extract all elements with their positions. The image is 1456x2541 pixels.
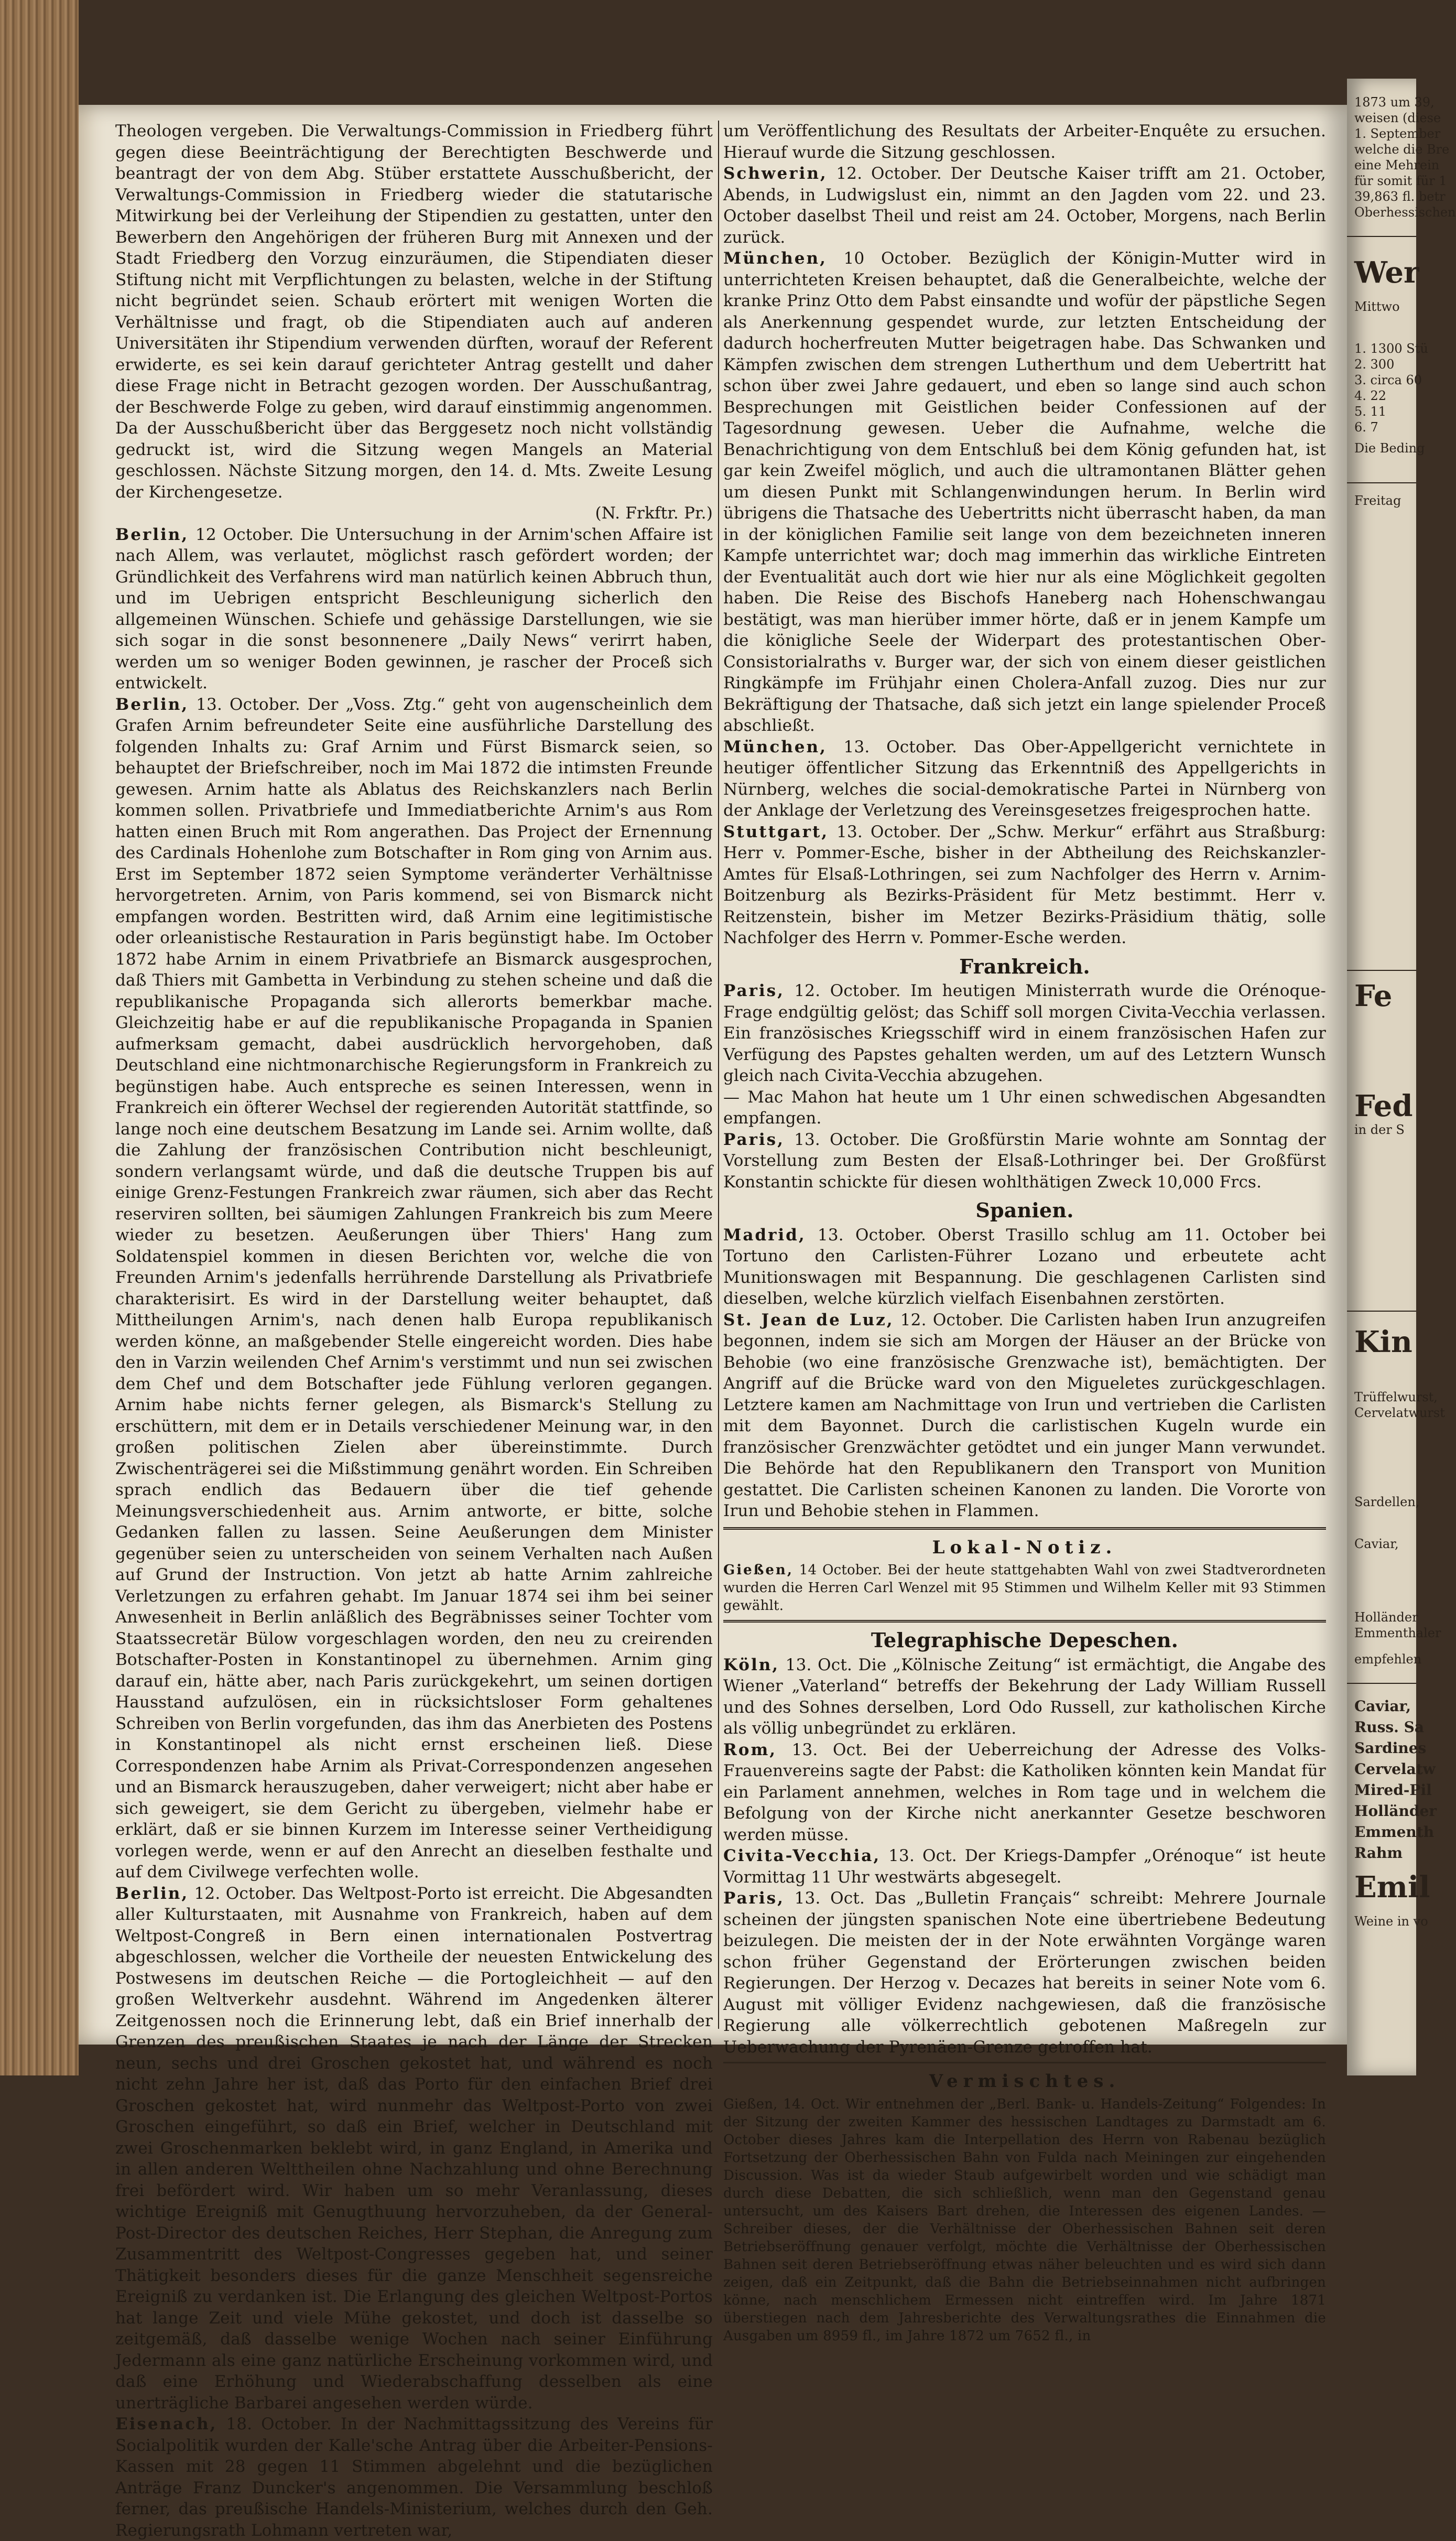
section-rule: [723, 2062, 1326, 2063]
fragment-text: Russ. Sa: [1354, 1718, 1425, 1736]
dateline: Paris,: [723, 1889, 785, 1908]
fragment-text: 1. 1300 Stü: [1354, 341, 1428, 356]
fragment-text: 5. 11: [1354, 404, 1387, 419]
article-text: 13. October. Oberst Trasillo schlug am 11. October bei Tortuno den Carlisten-Führer Lozano und erbeutete acht Munitionswagen mit Bespannung. Die geschlagenen Carlisten sind dieselben, welche kürzlich vielfach Eisenbahnen zerstörten.: [723, 1225, 1326, 1308]
fragment-text: Freitag: [1354, 493, 1401, 508]
fragment-text: Sardellen,: [1354, 1495, 1420, 1509]
fragment-text: Rahm: [1354, 1844, 1403, 1862]
fragment-text: in der S: [1354, 1122, 1405, 1137]
dateline: Berlin,: [115, 525, 189, 544]
fragment-text: 39,863 fl. betr: [1354, 189, 1446, 204]
adjacent-page-fragment: [1347, 79, 1456, 2075]
article-source: (N. Frkftr. Pr.): [595, 504, 713, 523]
dateline: Madrid,: [723, 1225, 806, 1245]
dateline: Stuttgart,: [723, 822, 829, 841]
section-rule: [723, 1620, 1326, 1623]
dateline: München,: [723, 737, 827, 756]
fragment-text: Caviar,: [1354, 1697, 1411, 1715]
article-text: 13. October. Der „Schw. Merkur“ erfährt aus Straßburg: Herr v. Pommer-Esche, bisher in der Abtheilung des Reichskanzler-Amtes für Elsaß-Lothringen, sei zum Nachfolger des Herrn v. Arnim-Boitzenburg als Bezirks-Präsident für Metz bestimmt. Herr v. Reitzenstein, bisher im Metzer Bezirks-Präsidium thätig, solle Nachfolger des Herrn v. Pommer-Esche werden.: [723, 822, 1326, 947]
fragment-text: Trüffelwurst,: [1354, 1390, 1438, 1404]
fragment-text: Holländer: [1354, 1802, 1437, 1820]
column-divider: [718, 121, 719, 2029]
dateline: Gießen,: [723, 1562, 794, 1578]
fragment-text: 1. September: [1354, 126, 1441, 141]
section-heading-frankreich: Frankreich.: [959, 954, 1090, 978]
article-text: 13. Oct. Der Kriegs-Dampfer „Orénoque“ ist heute Vormittag 11 Uhr westwärts abgesegelt.: [723, 1846, 1326, 1887]
fragment-rule: [1347, 1311, 1416, 1312]
fragment-heading: Fed: [1354, 1089, 1413, 1123]
fragment-text: 4. 22: [1354, 388, 1387, 403]
fragment-rule: [1347, 970, 1416, 971]
article-text: 13. Oct. Das „Bulletin Français“ schreibt: Mehrere Journale scheinen der jüngsten spanischen Note eine übertriebene Bedeutung beizulegen. Die meisten der in der Note erwähnten Vorgänge waren schon früher Gegenstand der Erörterungen zwischen beiden Regierungen. Der Herzog v. Decazes hat bereits in seiner Note vom 6. August mit völliger Evidenz nachgewiesen, daß die französische Regierung alle völkerrechtlich gebotenen Maßregeln zur Ueberwachung der Pyrenäen-Grenze getroffen hat.: [723, 1889, 1326, 2057]
article-text: 12. October. Das Weltpost-Porto ist erreicht. Die Abgesandten aller Kulturstaaten, mit Ausnahme von Frankreich, haben auf dem Weltpost-Congreß in Bern einen internationalen Postvertrag abgeschlossen, welcher die Vortheile der neuesten Entwickelung des Postwesens im deutschen Reiche — die Portogleichheit — auf den großen Weltverkehr ausdehnt. Während im Angedenken älterer Zeitgenossen noch die Erinnerung lebt, daß ein Brief innerhalb der Grenzen des preußischen Staates je nach der Länge der Strecken neun, sechs und drei Groschen gekostet hat, und während es noch nicht zehn Jahre her ist, daß das Porto für den einfachen Brief drei Groschen gekostet hat, wird nunmehr das Weltpost-Porto von zwei Groschen eingeführt, so daß ein Brief, welcher in Deutschland mit zwei Groschenmarken beklebt wird, in ganz England, in Amerika und in allen anderen Welttheilen ohne Nachzahlung und ohne Berechnung frei befördert wird. Wir haben um so mehr Veranlassung, dieses wichtige Ereigniß mit Genugthuung hervorzuheben, da der General-Post-Director des deutschen Reiches, Herr Stephan, die Anregung zum Zusammentritt des Weltpost-Congresses gegeben hat, und seiner Thätigkeit besonders dieses für die ganze Menschheit segensreiche Ereigniß zu verdanken ist. Die Erlangung des gleichen Weltpost-Portos hat lange Zeit und viele Mühe gekostet, und doch ist dasselbe so zeitgemäß, daß dasselbe wenige Wochen nach seiner Einführung Jedermann als eine ganz natürliche Erscheinung vorkommen wird, und daß eine Erhöhung und Wiederabschaffung desselben als eine unerträgliche Barbarei angesehen werden würde.: [115, 1884, 713, 2413]
fragment-text: Emmenthaler: [1354, 1626, 1441, 1640]
fragment-text: Holländer: [1354, 1610, 1418, 1625]
fragment-text: Emmenth: [1354, 1823, 1435, 1841]
dateline: Paris,: [723, 981, 785, 1000]
section-rule: [723, 1527, 1326, 1530]
fragment-text: welche die Bre: [1354, 142, 1450, 157]
fragment-text: Die Beding: [1354, 441, 1425, 456]
fragment-heading: Kin: [1354, 1325, 1412, 1359]
fragment-text: Caviar,: [1354, 1537, 1399, 1551]
fragment-text: 2. 300: [1354, 357, 1395, 372]
fragment-text: Weine in vo: [1354, 1914, 1428, 1929]
right-column: [723, 121, 1326, 2345]
left-column: [115, 121, 713, 2541]
fragment-rule: [1347, 1683, 1416, 1684]
article-text: 13. Oct. Bei der Ueberreichung der Adresse des Volks-Frauenvereins sagte der Pabst: die Katholiken könnten kein Mandat für ein Parlament annehmen, welches in Rom tage und in welchem die Befolgung von der Kirche nicht anerkannter Gesetze beschworen werden müsse.: [723, 1740, 1326, 1844]
article-text: 13. October. Das Ober-Appellgericht vernichtete in heutiger öffentlicher Sitzung das Erkenntniß des Appellgerichts in Nürnberg, welches die social-demokratische Partei in Nürnberg von der Anklage der Verletzung des Vereinsgesetzes freigesprochen hatte.: [723, 737, 1326, 820]
dateline: Rom,: [723, 1740, 777, 1759]
fragment-text: empfehlen: [1354, 1652, 1422, 1667]
section-heading-spanien: Spanien.: [975, 1198, 1074, 1222]
fragment-rule: [1347, 236, 1416, 237]
dateline: Civita-Vecchia,: [723, 1846, 881, 1865]
article-text: 13. October. Die Großfürstin Marie wohnte am Sonntag der Vorstellung zum Besten der Elsaß-Lothringer bei. Der Großfürst Konstantin schickte für diesen wohlthätigen Zweck 10,000 Frcs.: [723, 1130, 1326, 1192]
dateline: München,: [723, 249, 827, 268]
article-text: 12. October. Im heutigen Ministerrath wurde die Orénoque-Frage endgültig gelöst; das Schiff soll morgen Civita-Vecchia verlassen. Ein französisches Kriegsschiff wird in einem französischen Hafen zur Verfügung des Papstes gehalten werden, um auf des Letztern Wunsch gleich nach Civita-Vecchia abzugehen.: [723, 981, 1326, 1085]
fragment-heading: Emil: [1354, 1870, 1430, 1905]
article-text: 13. Oct. Die „Kölnische Zeitung“ ist ermächtigt, die Angabe des Wiener „Vaterland“ betreffs der Bekehrung der Lady William Russell und des Sohnes derselben, Lord Odo Russell, zur katholischen Kirche als völlig unbegründet zu erklären.: [723, 1655, 1326, 1738]
section-heading-telegraphische: Telegraphische Depeschen.: [871, 1628, 1179, 1652]
article-text: Theologen vergeben. Die Verwaltungs-Commission in Friedberg führt gegen diese Beeinträchtigung der Berechtigten Beschwerde und beantragt der von dem Abg. Stüber erstattete Ausschußbericht, der Verwaltungs-Commission in Friedberg wieder die statutarische Mitwirkung bei der Verleihung der Stipendien zu gestatten, unter den Bewerbern den Angehörigen der früheren Burg mit Annexen und der Stadt Friedberg den Vorzug einzuräumen, die Stipendiaten dieser Stiftung nicht mit Verpflichtungen zu belasten, welche in der Stiftung nicht begründet seien. Schaub erörtert mit wenigen Worten die Verhältnisse und fragt, ob die Stipendiaten auch auf anderen Universitäten ihr Stipendium verwenden dürften, worauf der Referent erwiderte, es sei kein darauf gerichteter Antrag gestellt und daher diese Frage nicht in Betracht gezogen worden. Der Ausschußantrag, der Beschwerde Folge zu geben, wird darauf einstimmig angenommen. Da der Ausschußbericht über das Berggesetz noch nicht vollständig gedruckt ist, wird die Sitzung wegen Mangels an Material geschlossen. Nächste Sitzung morgen, den 14. d. Mts. Zweite Lesung der Kirchengesetze.: [115, 122, 713, 502]
article-text: 10 October. Bezüglich der Königin-Mutter wird in unterrichteten Kreisen behauptet, daß die Generalbeichte, welche der kranke Prinz Otto dem Pabst einsandte und wofür der päpstliche Segen als Anerkennung gespendet wurde, zur letzten Entscheidung der dadurch hocherfreuten Mutter beigetragen habe. Das Schwanken und Kämpfen zwischen dem strengen Lutherthum und dem Uebertritt hat schon über zwei Jahre gedauert, und eben so lange sind auch schon Besprechungen mit Geistlichen beider Confessionen auf der Tagesordnung gewesen. Ueber die Aufnahme, welche die Benachrichtigung von dem Entschluß bei dem König gefunden hat, ist gar kein Zweifel möglich, und auch die ultramontanen Blätter gehen um diesen Punkt mit Schlangenwindungen herum. In Berlin wird übrigens die Thatsache des Uebertritts nicht überrascht haben, da man in der königlichen Familie seit lange von dem bezeichneten inneren Kampfe unterrichtet war; doch mag immerhin das wirkliche Eintreten der Eventualität auch dort wie hier nur als eine Möglichkeit gegolten haben. Die Reise des Bischofs Haneberg nach Hohenschwangau bestätigt, was man hierüber immer hörte, daß er in jenem Kampfe um die königliche Seele der Widerpart des protestantischen Ober-Consistorialraths v. Burger war, der sich von einem dieser geistlichen Ringkämpfe im Frühjahr einen Cholera-Anfall zuzog. Dies nur zur Bekräftigung der Thatsache, daß sich jetzt ein lange spielender Proceß abschließt.: [723, 249, 1326, 735]
dateline: St. Jean de Luz,: [723, 1310, 894, 1329]
fragment-heading: Fe: [1354, 979, 1393, 1013]
article-text: 12. October. Die Carlisten haben Irun anzugreifen begonnen, indem sie sich am Morgen der Häuser an der Brücke von Behobie (wo eine französische Grenzwache ist), bemächtigten. Der Angriff auf die Brücke ward von den Migueletes zurückgeschlagen. Letztere kamen am Nachmittage von Irun und vertrieben die Carlisten mit dem Bayonnet. Durch die carlistischen Kugeln wurde ein französischer Grenzwächter getödtet und ein junger Mann verwundet. Die Behörde hat den Republikanern den Transport von Munition gestattet. Die Carlisten scheinen Kanonen zu landen. Die Vororte von Irun und Behobie stehen in Flammen.: [723, 1310, 1326, 1520]
book-page-edges: [0, 0, 79, 2075]
article-text: 12 October. Die Untersuchung in der Arnim'schen Affaire ist nach Allem, was verlautet, möglichst rasch gefördert worden; der Gründlichkeit des Verfahrens wird man natürlich keinen Abbruch thun, und im Uebrigen entspricht Beschleunigung sicherlich den allgemeinen Wünschen. Schiefe und gehässige Darstellungen, wie sie sich sogar in die sonst besonnenere „Daily News“ verirrt haben, werden um so weniger Boden gewinnen, je rascher der Proceß sich entwickelt.: [115, 525, 713, 693]
article-text: 18. October. In der Nachmittagssitzung des Vereins für Socialpolitik wurden der Kalle'sche Antrag über die Arbeiter-Pensions-Kassen mit 28 gegen 11 Stimmen abgelehnt und die bezüglichen Anträge Franz Duncker's angenommen. Die Versammlung beschloß ferner, das preußische Handels-Ministerium, welches durch den Geh. Regierungsrath Lohmann vertreten war,: [115, 2415, 713, 2540]
fragment-text: weisen (diese: [1354, 111, 1441, 125]
fragment-text: eine Mehrein: [1354, 158, 1440, 172]
fragment-rule: [1347, 482, 1416, 483]
newspaper-page: [79, 105, 1347, 2540]
section-heading-vermischtes: Vermischtes.: [929, 2071, 1121, 2092]
dateline: Köln,: [723, 1655, 780, 1674]
fragment-text: Cervelatwurst: [1354, 1405, 1445, 1420]
fragment-text: Cervelatw: [1354, 1760, 1436, 1778]
fragment-text: 6. 7: [1354, 420, 1378, 435]
dateline: Berlin,: [115, 1884, 189, 1903]
dateline: Berlin,: [115, 695, 189, 714]
fragment-text: Mittwo: [1354, 299, 1400, 314]
dateline: Eisenach,: [115, 2415, 218, 2434]
article-text: Gießen, 14. Oct. Wir entnehmen der „Berl. Bank- u. Handels-Zeitung“ Folgendes: In der Sitzung der zweiten Kammer des hessischen Landtages zu Darmstadt am 6. October dieses Jahres kam die Interpellation des Herrn von Rabenau bezüglich Fortsetzung der Oberhessischen Bahn von Fulda nach Meiningen zur eingehenden Discussion. Was ist da wieder Staub aufgewirbelt worden und wie schädigt man durch diese Debatten, die sich schließlich, wenn man den Gegenstand genau untersucht, um des Kaisers Bart drehen, die Interessen des eigenen Landes. — Schreiber dieses, der die Verhältnisse der Oberhessischen Bahnen seit deren Betriebseröffnung genauer verfolgt, möchte die Verhältnisse der Oberhessischen Bahnen seit deren Betriebseröffnung etwas näher beleuchten und es wird sich dann zeigen, daß ein Zeitpunkt, daß die Bahn die Betriebseinnahmen nicht aufbringen könne, nach menschlichem Ermessen nicht eintreffen wird. Im Jahre 1871 überstiegen nach dem Jahresberichte des Verwaltungsrathes die Einnahmen die Ausgaben um 8959 fl., im Jahre 1872 um 7652 fl., in: [723, 2096, 1326, 2344]
fragment-text: für somit für 1: [1354, 174, 1447, 188]
dateline: Schwerin,: [723, 164, 828, 183]
article-text: 14 October. Bei der heute stattgehabten Wahl von zwei Stadtverordneten wurden die Herren Carl Wenzel mit 95 Stimmen und Wilhelm Keller mit 93 Stimmen gewählt.: [723, 1562, 1326, 1614]
fragment-text: Oberhessischen: [1354, 205, 1456, 220]
article-text: um Veröffentlichung des Resultats der Arbeiter-Enquête zu ersuchen. Hierauf wurde die Sitzung geschlossen.: [723, 122, 1326, 162]
section-heading-lokal: Lokal-Notiz.: [932, 1537, 1117, 1558]
fragment-heading: Wer: [1354, 255, 1419, 290]
article-text: 13. October. Der „Voss. Ztg.“ geht von augenscheinlich dem Grafen Arnim befreundeter Seite eine ausführliche Darstellung des folgenden Inhalts zu: Graf Arnim und Fürst Bismarck seien, so behauptet der Briefschreiber, noch im Mai 1872 die intimsten Freunde gewesen. Arnim hatte als Ablatus des Reichskanzlers nach Berlin kommen sollen. Privatbriefe und Immediatberichte Arnim's aus Rom hatten einen Bruch mit Rom angerathen. Das Project der Ernennung des Cardinals Hohenlohe zum Botschafter in Rom ging von Arnim aus. Erst im September 1872 seien Symptome veränderter Verhältnisse hervorgetreten. Arnim, von Paris kommend, sei von Bismarck nicht empfangen worden. Bestritten wird, daß Arnim eine legitimistische oder orleanistische Restauration in Paris begünstigt habe. Im October 1872 habe Arnim in einem Privatbriefe an Bismarck ausgesprochen, daß Thiers mit Gambetta in Verbindung zu stehen scheine und daß die republikanische Propaganda sich allerorts bemerkbar mache. Gleichzeitig habe er auf die republikanische Propaganda in Spanien aufmerksam gemacht, dabei ausdrücklich hervorgehoben, daß Deutschland eine nichtmonarchische Regierungsform in Frankreich zu begünstigen habe. Auch entspreche es seinen Interessen, wenn in Frankreich ein öfterer Wechsel der regierenden Autorität stattfinde, so lange noch eine deutschem Besatzung im Lande sei. Arnim wollte, daß die Zahlung der französischen Contribution nicht beschleunigt, sondern verlangsamt würde, und daß die deutsche Truppen bis auf einige Grenz-Festungen Frankreich zwar räumen, sich aber das Recht reserviren sollten, bei säumigen Zahlungen Frankreich bis zum Meere wieder zu besetzen. Aeußerungen über Thiers' Hang zum Soldatenspiel kommen in diesen Berichten vor, welche die von Freunden Arnim's jedenfalls herrührende Darstellung als Privatbriefe charakterisirt. Es wird in der Darstellung weiter behauptet, daß Mittheilungen Arnim's, nach denen halb Europa republikanisch werden könne, an maßgebender Stelle eingereicht worden. Dies habe den in Varzin weilenden Chef Arnim's verstimmt und nun sei zwischen dem Chef und dem Botschafter jede Fühlung verloren gegangen. Arnim habe nichts ferner gelegen, als Bismarck's Stellung zu erschüttern, mit dem er in Details verschiedener Meinung war, in den großen politischen Zielen aber übereinstimmte. Durch Zwischenträgerei sei die Mißstimmung genährt worden. Ein Schreiben sprach endlich das Bedauern über die tief gehende Meinungsverschiedenheit aus. Arnim antworte, er bitte, solche Gedanken fallen zu lassen. Seine Aeußerungen dem Minister gegenüber seien zu unterscheiden von seinem Verhalten nach Außen auf Grund der Instruction. Von jetzt ab hatte Arnim zahlreiche Verletzungen zu erfahren gehabt. Im Januar 1874 sei ihm bei seiner Anwesenheit in Berlin anläßlich des Begräbnisses seiner Tochter vom Staatssecretär Bülow vorgeschlagen worden, den neu zu creirenden Botschafter-Posten in Konstantinopel zu übernehmen. Arnim ging darauf ein, hätte aber, nach Paris zurückgekehrt, um seinen dortigen Hausstand aufzulösen, ein in rücksichtsloser Form gehaltenes Schreiben von Berlin vorgefunden, das ihm das Anerbieten des Postens in Konstantinopel als nicht ernst erscheinen ließ. Diese Correspondenzen habe Arnim als Privat-Correspondenzen angesehen und an Bismarck herauszugeben, daher verweigert; nicht aber habe er sich geweigert, sie dem Gericht zu übergeben, vielmehr habe er erklärt, daß er sie binnen Kurzem im Interesse seiner Vertheidigung vorlegen werde, wenn er auf den Anrecht an dieselben festhalte und auf dem Civilwege verfechten wolle.: [115, 695, 713, 1882]
fragment-text: 1873 um 39,: [1354, 95, 1435, 110]
fragment-text: Sardines: [1354, 1739, 1427, 1757]
dateline: Paris,: [723, 1130, 785, 1149]
article-text: 12. October. Der Deutsche Kaiser trifft am 21. October, Abends, in Ludwigslust ein, nimmt an den Jagden vom 22. und 23. October daselbst Theil und reist am 24. October, Morgens, nach Berlin zurück.: [723, 164, 1326, 247]
fragment-text: 3. circa 60: [1354, 373, 1422, 387]
article-text: — Mac Mahon hat heute um 1 Uhr einen schwedischen Abgesandten empfangen.: [723, 1087, 1326, 1128]
fragment-text: Mired-Pil: [1354, 1781, 1432, 1799]
